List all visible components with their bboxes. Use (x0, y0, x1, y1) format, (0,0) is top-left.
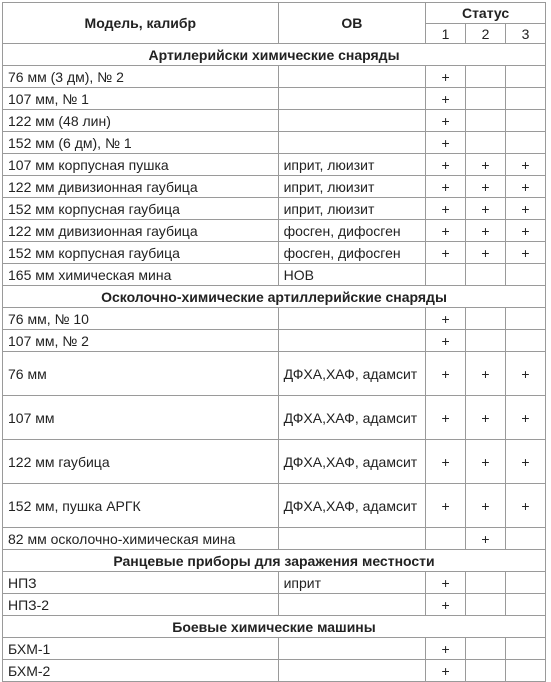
cell-model: 107 мм, № 1 (3, 88, 279, 110)
cell-status-1: + (426, 396, 466, 440)
cell-model: 122 мм гаубица (3, 440, 279, 484)
cell-status-2 (466, 572, 506, 594)
cell-ov: ДФХА,ХАФ, адамсит (278, 396, 426, 440)
cell-status-1: + (426, 440, 466, 484)
cell-status-2: + (466, 176, 506, 198)
table-header-row (3, 3, 546, 24)
cell-status-1 (426, 528, 466, 550)
table-row (3, 440, 546, 484)
cell-status-1: + (426, 594, 466, 616)
cell-status-3 (506, 528, 546, 550)
header-status-1: 1 (426, 24, 466, 44)
section-header-row (3, 44, 546, 66)
cell-model: 122 мм (48 лин) (3, 110, 279, 132)
cell-model: НПЗ (3, 572, 279, 594)
cell-status-3: + (506, 176, 546, 198)
cell-ov (278, 132, 426, 154)
cell-model: 122 мм дивизионная гаубица (3, 176, 279, 198)
cell-status-1: + (426, 66, 466, 88)
cell-status-3 (506, 264, 546, 286)
table-row (3, 396, 546, 440)
cell-status-3: + (506, 484, 546, 528)
cell-status-1: + (426, 176, 466, 198)
section-header-row (3, 550, 546, 572)
cell-status-1: + (426, 638, 466, 660)
cell-ov (278, 330, 426, 352)
cell-status-3 (506, 88, 546, 110)
cell-ov (278, 638, 426, 660)
cell-status-2 (466, 330, 506, 352)
cell-status-1: + (426, 484, 466, 528)
cell-status-2 (466, 88, 506, 110)
cell-status-2: + (466, 440, 506, 484)
table-row (3, 330, 546, 352)
cell-status-1: + (426, 660, 466, 682)
cell-status-2 (466, 638, 506, 660)
header-ov: ОВ (278, 3, 426, 44)
table-row (3, 132, 546, 154)
cell-status-1: + (426, 220, 466, 242)
header-status-2: 2 (466, 24, 506, 44)
table-row (3, 198, 546, 220)
cell-status-2 (466, 660, 506, 682)
cell-status-2 (466, 110, 506, 132)
cell-ov: ДФХА,ХАФ, адамсит (278, 484, 426, 528)
cell-status-3 (506, 132, 546, 154)
cell-status-1: + (426, 242, 466, 264)
table-row (3, 484, 546, 528)
cell-status-1: + (426, 110, 466, 132)
cell-ov (278, 660, 426, 682)
cell-status-3 (506, 638, 546, 660)
cell-ov: иприт (278, 572, 426, 594)
chemical-munitions-table (2, 2, 546, 682)
cell-model: 165 мм химическая мина (3, 264, 279, 286)
cell-ov (278, 594, 426, 616)
table-row (3, 264, 546, 286)
cell-model: 107 мм, № 2 (3, 330, 279, 352)
header-model: Модель, калибр (3, 3, 279, 44)
cell-model: БХМ-2 (3, 660, 279, 682)
cell-status-2 (466, 66, 506, 88)
header-status-3: 3 (506, 24, 546, 44)
cell-ov: иприт, люизит (278, 176, 426, 198)
cell-model: 152 мм, пушка АРГК (3, 484, 279, 528)
table-row (3, 176, 546, 198)
cell-status-3: + (506, 440, 546, 484)
cell-model: 152 мм корпусная гаубица (3, 242, 279, 264)
cell-model: 76 мм (3 дм), № 2 (3, 66, 279, 88)
header-status: Статус (426, 3, 546, 24)
section-title: Боевые химические машины (3, 616, 546, 638)
cell-model: 82 мм осколочно-химическая мина (3, 528, 279, 550)
cell-model: БХМ-1 (3, 638, 279, 660)
cell-status-2 (466, 594, 506, 616)
table-row (3, 594, 546, 616)
table-row (3, 66, 546, 88)
table-row (3, 220, 546, 242)
section-title: Осколочно-химические артиллерийские снаряды (3, 286, 546, 308)
section-header-row (3, 616, 546, 638)
cell-status-1: + (426, 352, 466, 396)
table-row (3, 154, 546, 176)
table-row (3, 242, 546, 264)
table-row (3, 660, 546, 682)
cell-model: 152 мм (6 дм), № 1 (3, 132, 279, 154)
cell-status-1: + (426, 572, 466, 594)
cell-status-3 (506, 330, 546, 352)
cell-status-2 (466, 308, 506, 330)
cell-status-1: + (426, 330, 466, 352)
cell-ov: ДФХА,ХАФ, адамсит (278, 440, 426, 484)
cell-status-1: + (426, 132, 466, 154)
cell-ov (278, 66, 426, 88)
cell-status-3: + (506, 220, 546, 242)
cell-model: 76 мм, № 10 (3, 308, 279, 330)
section-title: Артилерийски химические снаряды (3, 44, 546, 66)
cell-ov: иприт, люизит (278, 198, 426, 220)
cell-status-3 (506, 66, 546, 88)
cell-status-2: + (466, 242, 506, 264)
table-body (3, 44, 546, 682)
cell-ov: ДФХА,ХАФ, адамсит (278, 352, 426, 396)
cell-model: НПЗ-2 (3, 594, 279, 616)
cell-ov (278, 308, 426, 330)
table-row (3, 638, 546, 660)
cell-status-3: + (506, 242, 546, 264)
cell-status-1: + (426, 154, 466, 176)
cell-status-3: + (506, 352, 546, 396)
cell-status-3: + (506, 154, 546, 176)
cell-status-3: + (506, 198, 546, 220)
table-row (3, 352, 546, 396)
section-title: Ранцевые приборы для заражения местности (3, 550, 546, 572)
table-row (3, 572, 546, 594)
cell-status-1 (426, 264, 466, 286)
cell-model: 107 мм корпусная пушка (3, 154, 279, 176)
cell-status-3 (506, 110, 546, 132)
cell-status-1: + (426, 198, 466, 220)
cell-status-2: + (466, 154, 506, 176)
table-row (3, 110, 546, 132)
cell-model: 107 мм (3, 396, 279, 440)
cell-status-3 (506, 594, 546, 616)
cell-status-2: + (466, 484, 506, 528)
cell-model: 122 мм дивизионная гаубица (3, 220, 279, 242)
cell-status-3 (506, 308, 546, 330)
table-row (3, 88, 546, 110)
cell-status-2 (466, 264, 506, 286)
cell-ov: иприт, люизит (278, 154, 426, 176)
cell-status-3: + (506, 396, 546, 440)
cell-status-3 (506, 572, 546, 594)
cell-status-2: + (466, 352, 506, 396)
table-row (3, 308, 546, 330)
cell-model: 76 мм (3, 352, 279, 396)
cell-model: 152 мм корпусная гаубица (3, 198, 279, 220)
cell-ov: НОВ (278, 264, 426, 286)
cell-ov (278, 528, 426, 550)
cell-status-2: + (466, 220, 506, 242)
cell-ov (278, 110, 426, 132)
cell-status-2: + (466, 396, 506, 440)
cell-status-1: + (426, 88, 466, 110)
cell-status-2: + (466, 198, 506, 220)
table-row (3, 528, 546, 550)
section-header-row (3, 286, 546, 308)
cell-status-2 (466, 132, 506, 154)
cell-status-1: + (426, 308, 466, 330)
cell-status-3 (506, 660, 546, 682)
cell-ov (278, 88, 426, 110)
cell-ov: фосген, дифосген (278, 242, 426, 264)
cell-status-2: + (466, 528, 506, 550)
cell-ov: фосген, дифосген (278, 220, 426, 242)
